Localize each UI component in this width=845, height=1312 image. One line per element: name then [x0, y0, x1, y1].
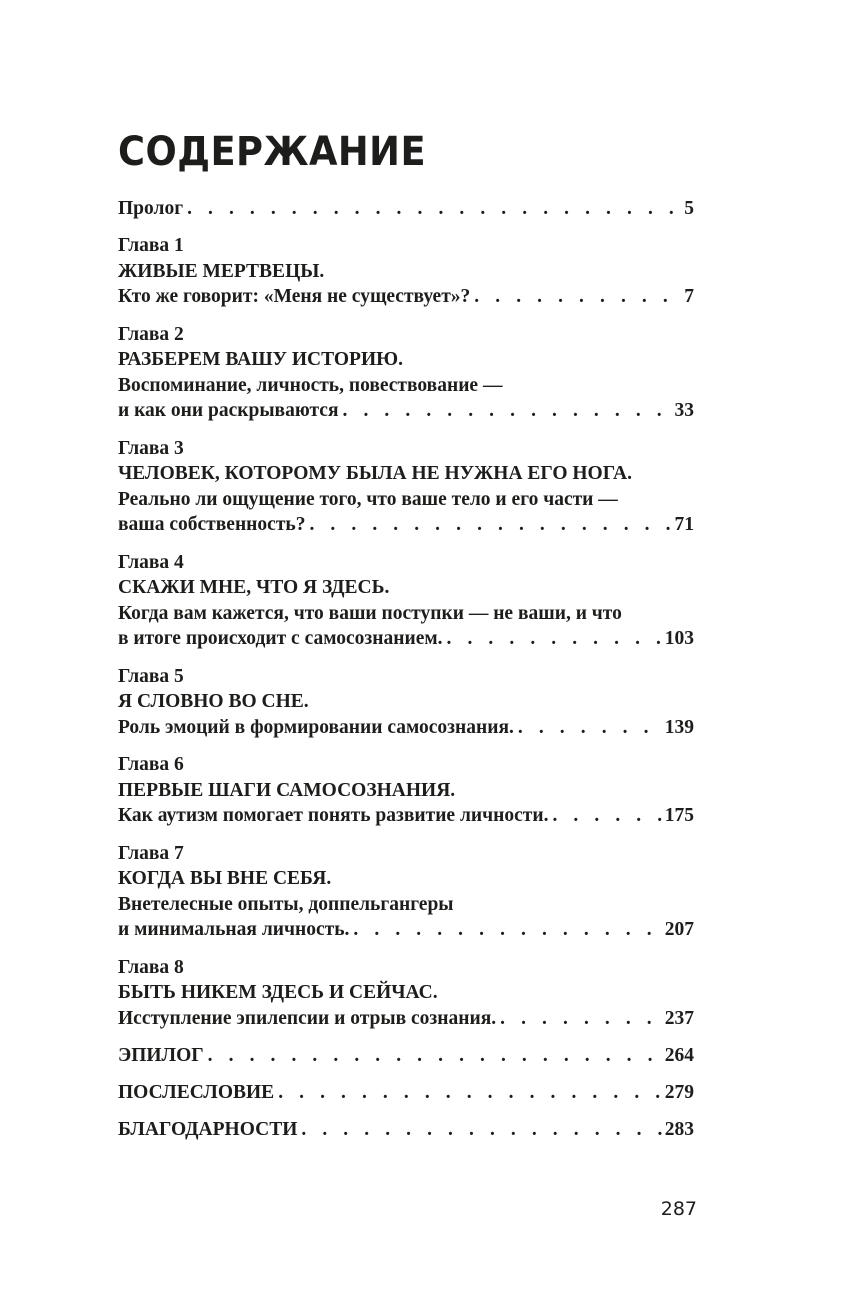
- chapter-number: Глава 5: [118, 665, 184, 687]
- chapter-subtitle: Внетелесные опыты, доппельгангеры: [118, 893, 454, 915]
- chapter-heading: ЖИВЫЕ МЕРТВЕЦЫ.: [118, 260, 325, 282]
- page-number: 5: [684, 198, 694, 219]
- chapter-subtitle: Когда вам кажется, что ваши поступки — не ваши, и что: [118, 602, 622, 624]
- chapter-subtitle: Кто же говорит: «Меня не существует»?: [118, 286, 471, 307]
- chapter-heading: ПЕРВЫЕ ШАГИ САМОСОЗНАНИЯ.: [118, 779, 456, 801]
- dot-leader: [204, 1043, 665, 1069]
- toc-entry-chapter-6[interactable]: [118, 752, 694, 829]
- page-number: 139: [664, 716, 694, 738]
- chapter-number: Глава 4: [118, 551, 184, 573]
- toc-entry-chapter-1[interactable]: [118, 233, 694, 310]
- toc-entry-chapter-8[interactable]: [118, 955, 694, 1032]
- entry-label: Пролог: [118, 198, 184, 219]
- dot-leader: [443, 626, 665, 652]
- dot-leader: [548, 803, 664, 829]
- chapter-subtitle: Воспоминание, личность, повествование —: [118, 374, 503, 396]
- dot-leader: [496, 1006, 665, 1032]
- page-number: 103: [664, 628, 694, 649]
- dot-leader: [514, 715, 665, 741]
- chapter-subtitle-cont: и минимальная личность.: [118, 919, 350, 940]
- chapter-heading: БЫТЬ НИКЕМ ЗДЕСЬ И СЕЙЧАС.: [118, 982, 438, 1003]
- chapter-number: Глава 1: [118, 235, 184, 256]
- toc-entry-chapter-5[interactable]: [118, 664, 694, 741]
- dot-leader: [339, 398, 675, 424]
- chapter-number: Глава 7: [118, 842, 184, 864]
- page-number: 279: [664, 1082, 694, 1103]
- toc-entry-chapter-4[interactable]: [118, 550, 694, 652]
- dot-leader: [305, 512, 674, 538]
- toc-entry-chapter-7[interactable]: [118, 841, 694, 943]
- page-number: 175: [664, 805, 694, 826]
- page-number: 283: [664, 1119, 694, 1140]
- toc-entry-epilog[interactable]: [118, 1043, 694, 1069]
- page-number: 33: [674, 400, 694, 421]
- entry-label: ПОСЛЕСЛОВИЕ: [118, 1082, 275, 1103]
- page-number: 264: [664, 1045, 694, 1066]
- page-title: СОДЕРЖАНИЕ: [118, 129, 427, 175]
- chapter-heading: ЧЕЛОВЕК, КОТОРОМУ БЫЛА НЕ НУЖНА ЕГО НОГА.: [118, 463, 632, 484]
- chapter-number: Глава 3: [118, 437, 184, 459]
- page-number: 7: [684, 286, 694, 307]
- chapter-heading: СКАЖИ МНЕ, ЧТО Я ЗДЕСЬ.: [118, 577, 390, 598]
- chapter-subtitle: Реально ли ощущение того, что ваше тело и его части —: [118, 488, 618, 510]
- chapter-subtitle: Как аутизм помогает понять развитие личности.: [118, 805, 549, 826]
- chapter-heading: КОГДА ВЫ ВНЕ СЕБЯ.: [118, 868, 332, 889]
- chapter-number: Глава 8: [118, 956, 184, 978]
- chapter-subtitle-cont: в итоге происходит с самосознанием.: [118, 628, 443, 649]
- page-folio: 287: [660, 1198, 697, 1220]
- chapter-subtitle: Роль эмоций в формировании самосознания.: [118, 716, 514, 738]
- dot-leader: [297, 1117, 664, 1143]
- chapter-heading: Я СЛОВНО ВО СНЕ.: [118, 691, 309, 712]
- chapter-number: Глава 6: [118, 754, 184, 775]
- table-of-contents: [118, 196, 694, 1154]
- toc-entry-afterword[interactable]: [118, 1080, 694, 1106]
- page-number: 71: [674, 514, 694, 535]
- toc-entry-chapter-2[interactable]: [118, 322, 694, 424]
- page-number: 237: [664, 1007, 694, 1029]
- chapter-number: Глава 2: [118, 323, 184, 345]
- chapter-heading: РАЗБЕРЕМ ВАШУ ИСТОРИЮ.: [118, 349, 403, 370]
- toc-entry-prolog[interactable]: [118, 196, 694, 222]
- toc-entry-chapter-3[interactable]: [118, 436, 694, 538]
- dot-leader: [470, 284, 684, 310]
- entry-label: ЭПИЛОГ: [118, 1045, 204, 1066]
- dot-leader: [274, 1080, 665, 1106]
- entry-label: БЛАГОДАРНОСТИ: [118, 1119, 298, 1140]
- page-number: 207: [664, 919, 694, 940]
- chapter-subtitle-cont: и как они раскрываются: [118, 400, 339, 421]
- chapter-subtitle: Исступление эпилепсии и отрыв сознания.: [118, 1007, 497, 1029]
- toc-entry-acknowledgments[interactable]: [118, 1117, 694, 1143]
- dot-leader: [349, 917, 664, 943]
- dot-leader: [183, 196, 684, 222]
- chapter-subtitle-cont: ваша собственность?: [118, 514, 306, 535]
- toc-page: [118, 0, 694, 1312]
